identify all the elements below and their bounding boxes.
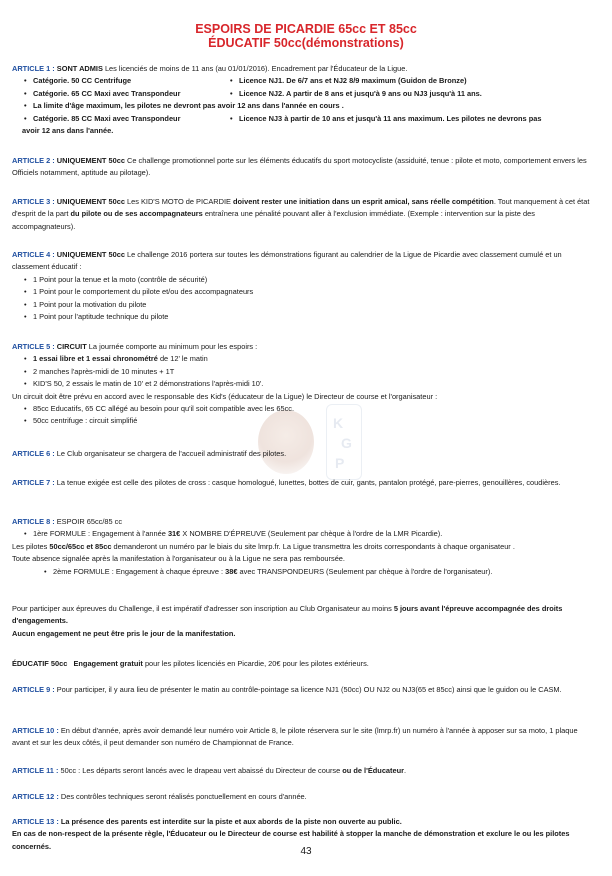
article-8-formula-2-text: avec TRANSPONDEURS (Seulement par chèque à l'ordre de l'organisateur). bbox=[237, 566, 493, 576]
article-8-pilots-a: Les pilotes bbox=[12, 541, 50, 551]
participation-text: Pour participer aux épreuves du Challenge, il est impératif d'adresser son inscription au Club Organisateur au moins bbox=[12, 604, 394, 613]
article-1-cat-65: • Catégorie. 65 CC Maxi avec Transpondeur bbox=[24, 88, 230, 100]
article-9 bbox=[12, 684, 596, 696]
article-12-text: Des contrôles techniques seront réalisés ponctuellement en cours d'année. bbox=[58, 792, 307, 801]
article-13-strong-1: La présence des parents est interdite sur la piste et aux abords de la piste non ouverte au public. bbox=[58, 817, 402, 826]
article-3-text-2: . Tout manquement à cet état d'esprit de la part bbox=[12, 197, 590, 219]
article-1-lic-65: • Licence NJ2. A partir de 8 ans et jusqu'à 9 ans ou NJ3 jusqu'à 11 ans. bbox=[230, 88, 482, 100]
article-3-text-3: entraînera une pénalité pouvant aller à l'exclusion immédiate. (Exemple : intervention sur la piste des accompagnateurs). bbox=[12, 209, 535, 231]
article-13-label: ARTICLE 13 : bbox=[12, 817, 59, 826]
article-6-label: ARTICLE 6 : bbox=[12, 449, 55, 458]
article-13-strong-2: En cas de non-respect de la présente règle, l'Éducateur ou le Directeur de course est habilité à stopper la manche de démonstration et exclure le ou les pilotes concernés. bbox=[12, 829, 570, 851]
article-12-label: ARTICLE 12 : bbox=[12, 792, 59, 801]
article-5 bbox=[12, 341, 596, 428]
article-8-label: ARTICLE 8 : bbox=[12, 517, 55, 526]
article-3-strong: UNIQUEMENT 50cc bbox=[56, 197, 125, 206]
article-5-text: La journée comporte au minimum pour les espoirs : bbox=[86, 342, 258, 351]
article-11-text: 50cc : Les départs seront lancés avec le drapeau vert abaissé du Directeur de course bbox=[58, 766, 343, 775]
article-8-pilots-b: demanderont un numéro par le biais du site lmrp.fr. La Ligue transmettra les droits correspondants à chaque organisateur . bbox=[111, 541, 515, 551]
article-5-item-1-text: de 12' le matin bbox=[157, 354, 208, 364]
article-1-cat-85: • Catégorie. 85 CC Maxi avec Transpondeur bbox=[24, 113, 230, 125]
article-10-label: ARTICLE 10 : bbox=[12, 726, 59, 735]
article-8 bbox=[12, 516, 596, 578]
educatif-text: pour les pilotes licenciés en Picardie, 20€ pour les pilotes extérieurs. bbox=[142, 659, 369, 668]
article-8-formula-1-price: 31€ bbox=[167, 529, 181, 539]
list-item: • 85cc Educatifs, 65 CC allégé au besoin pour qu'il soit compatible avec les 65cc. bbox=[12, 403, 596, 415]
no-same-day-entry: Aucun engagement ne peut être pris le jour de la manifestation. bbox=[12, 628, 236, 638]
article-10 bbox=[12, 725, 596, 750]
article-11-label: ARTICLE 11 : bbox=[12, 766, 59, 775]
list-item: • 1 Point pour le comportement du pilote et/ou des accompagnateurs bbox=[12, 286, 596, 298]
article-8-formula-1: 1ère FORMULE : Engagement à l'année bbox=[33, 529, 168, 539]
list-item: • 1 Point pour l'aptitude technique du pilote bbox=[12, 311, 596, 323]
title-line-2: ÉDUCATIF 50cc(démonstrations) bbox=[208, 36, 404, 50]
article-3-text-1: Les KID'S MOTO de PICARDIE bbox=[124, 197, 234, 206]
article-1-cat-50: • Catégorie. 50 CC Centrifuge bbox=[24, 75, 230, 87]
list-item: • 1 Point pour la tenue et la moto (contrôle de sécurité) bbox=[12, 274, 596, 286]
article-2-text: Ce challenge promotionnel porte sur les éléments éducatifs du sport motocycliste (assiduité, tenue : pilote et moto, comportement envers les Officiels notamment, aptitude au pilotage). bbox=[12, 156, 587, 178]
list-item: • 1 Point pour la motivation du pilote bbox=[12, 299, 596, 311]
article-3-label: ARTICLE 3 : bbox=[12, 197, 55, 206]
participation-paragraph bbox=[12, 603, 596, 640]
title-line-1: ESPOIRS DE PICARDIE 65cc ET 85cc bbox=[195, 22, 417, 36]
article-1-text: Les licenciés de moins de 11 ans (au 01/01/2016). Encadrement par l'Éducateur de la Ligue. bbox=[102, 64, 408, 73]
article-6-text: Le Club organisateur se chargera de l'accueil administratif des pilotes. bbox=[54, 449, 287, 458]
article-8-formula-2: 2ème FORMULE : Engagement à chaque épreuve : bbox=[53, 566, 226, 576]
article-11-end: . bbox=[404, 766, 407, 775]
article-4-strong: UNIQUEMENT 50cc bbox=[56, 250, 125, 259]
list-item: • 2 manches l'après-midi de 10 minutes + 1T bbox=[12, 366, 596, 378]
article-4 bbox=[12, 249, 596, 323]
page-number: 43 bbox=[300, 846, 312, 857]
article-4-text: Le challenge 2016 portera sur toutes les démonstrations figurant au calendrier de la Ligue de Picardie avec classement cumulé et un classement éducatif : bbox=[12, 250, 562, 272]
article-8-formula-1-text: X NOMBRE D'ÉPREUVE (Seulement par chèque à l'ordre de la LMR Picardie). bbox=[180, 529, 443, 539]
article-1-strong: SONT ADMIS bbox=[56, 64, 103, 73]
article-11-strong: ou de l'Éducateur bbox=[342, 766, 405, 775]
article-8-absence: Toute absence signalée après la manifestation à l'organisateur ou à la Ligue ne sera pas remboursée. bbox=[12, 554, 345, 564]
article-7-text: La tenue exigée est celle des pilotes de cross : casque homologué, lunettes, bottes de cuir, gants, pantalon protégé, pare-pierres, genouillères, coudières. bbox=[54, 478, 561, 487]
logo-watermark: K G P bbox=[326, 404, 362, 480]
article-6 bbox=[12, 448, 596, 460]
article-8-pilots-strong: 50cc/65cc et 85cc bbox=[49, 541, 112, 551]
article-7 bbox=[12, 477, 596, 489]
article-1-lic-50: • Licence NJ1. De 6/7 ans et NJ2 8/9 maximum (Guidon de Bronze) bbox=[230, 75, 467, 87]
article-5-text-2: Un circuit doit être prévu en accord avec le responsable des Kid's (éducateur de la Ligue) le Directeur de course et l'organisateur : bbox=[12, 391, 438, 401]
article-11 bbox=[12, 765, 596, 777]
list-item: • 50cc centrifuge : circuit simplifié bbox=[12, 415, 596, 427]
educatif-free: Engagement gratuit bbox=[73, 659, 143, 668]
article-2-label: ARTICLE 2 : bbox=[12, 156, 55, 165]
article-12 bbox=[12, 791, 596, 803]
article-1-lic-85: • Licence NJ3 à partir de 10 ans et jusqu'à 11 ans maximum. Les pilotes ne devrons pas bbox=[230, 113, 541, 125]
article-9-text: Pour participer, il y aura lieu de présenter le matin au contrôle-pointage sa licence NJ1 (50cc) OU NJ2 ou NJ3(65 et 85cc) ainsi que le guidon ou le CASM. bbox=[54, 685, 562, 694]
article-1 bbox=[12, 63, 596, 137]
article-2-strong: UNIQUEMENT 50cc bbox=[56, 156, 125, 165]
article-9-label: ARTICLE 9 : bbox=[12, 685, 55, 694]
article-7-label: ARTICLE 7 : bbox=[12, 478, 55, 487]
educatif-paragraph bbox=[12, 658, 596, 670]
article-8-formula-2-price: 38€ bbox=[225, 566, 238, 576]
participation-strong: 5 jours avant l'épreuve accompagnée des droits d'engagements. bbox=[12, 604, 563, 626]
article-5-label: ARTICLE 5 : bbox=[12, 342, 55, 351]
article-10-text: En début d'année, après avoir demandé leur numéro voir Article 8, le pilote réservera sur le site (lmrp.fr) un numéro à l'année à apposer sur sa moto, 1 plaque avant et sur les deux côtés, il peut demander son numéro de Championnat de France. bbox=[12, 726, 578, 748]
article-1-lic-85-cont: avoir 12 ans dans l'année. bbox=[22, 126, 114, 136]
article-1-age-limit: • La limite d'âge maximum, les pilotes ne devront pas avoir 12 ans dans l'année en cours . bbox=[12, 100, 596, 112]
article-3-strong-2: doivent rester une initiation dans un esprit amical, sans réelle compétition bbox=[233, 197, 494, 206]
list-item: • KID'S 50, 2 essais le matin de 10' et 2 démonstrations l'après-midi 10'. bbox=[12, 378, 596, 390]
article-2 bbox=[12, 155, 596, 180]
article-5-item-1-strong: 1 essai libre et 1 essai chronométré bbox=[33, 354, 158, 364]
article-8-text: ESPOIR 65cc/85 cc bbox=[54, 517, 123, 526]
article-4-label: ARTICLE 4 : bbox=[12, 250, 55, 259]
educatif-label: ÉDUCATIF 50cc bbox=[12, 659, 68, 668]
article-1-label: ARTICLE 1 : bbox=[12, 64, 55, 73]
article-3 bbox=[12, 196, 596, 233]
article-5-strong: CIRCUIT bbox=[56, 342, 87, 351]
article-3-strong-3: du pilote ou de ses accompagnateurs bbox=[70, 209, 203, 219]
